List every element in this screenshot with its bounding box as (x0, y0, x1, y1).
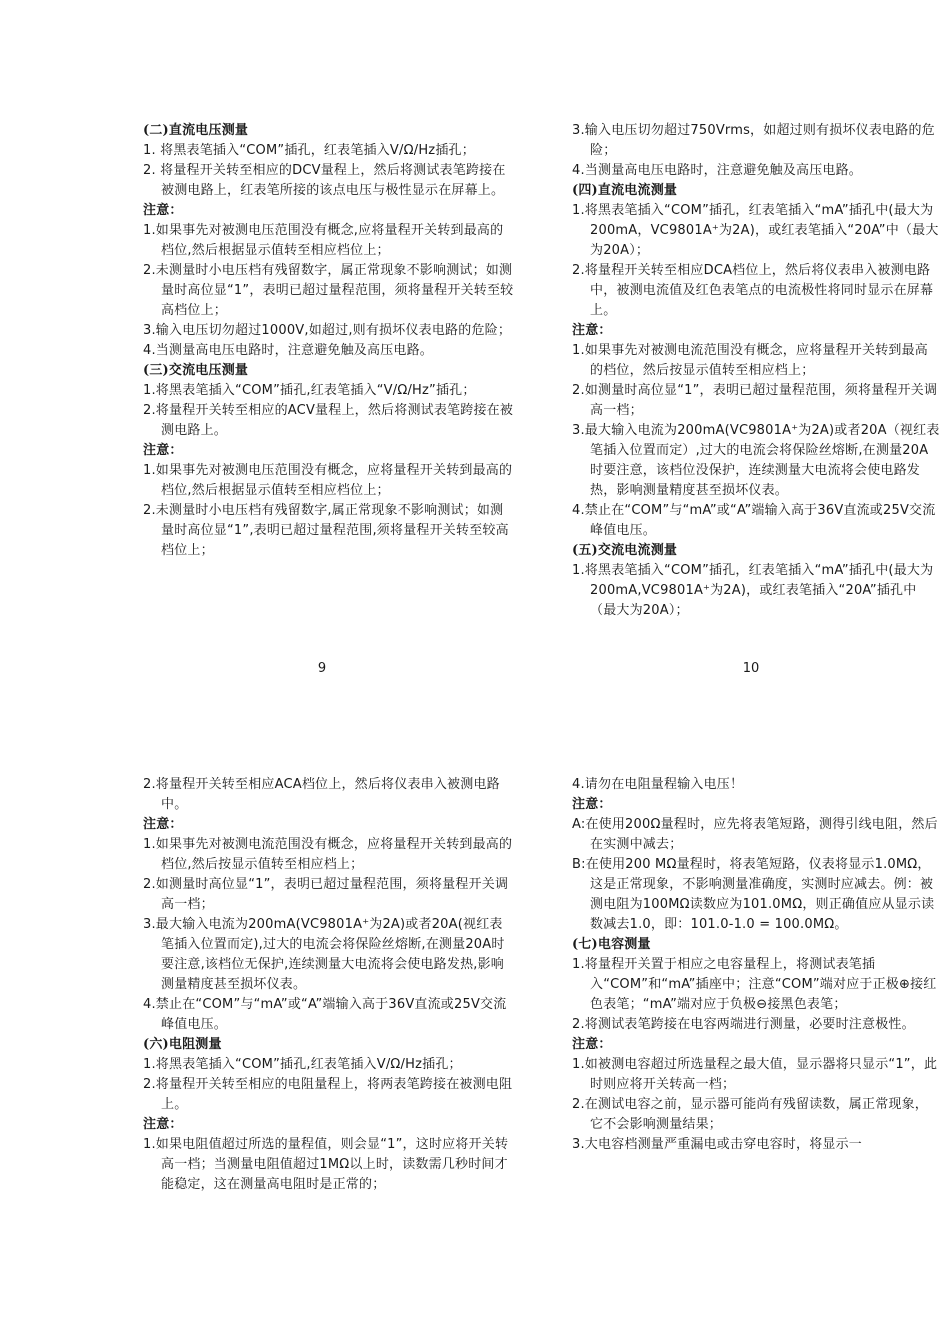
list-item: 1.如果电阻值超过所选的量程值，则会显“1”，这时应将开关转高一档；当测量电阻值超过1MΩ以上时，读数需几秒时间才能稳定，这在测量高电阻时是正常的； (143, 1137, 509, 1192)
manual-page-9 (143, 121, 515, 561)
note-heading: 注意： (572, 1037, 612, 1052)
list-item: 2.如测量时高位显“1”，表明已超过量程范围，须将量程开关调高一档； (572, 383, 938, 418)
note-heading: 注意： (143, 203, 183, 218)
note-heading: 注意： (572, 797, 612, 812)
list-item: 1.将黑表笔插入“COM”插孔，红表笔插入“mA”插孔中(最大为200mA，VC9801A⁺为2A)，或红表笔插入“20A”中（最大为20A）； (572, 203, 939, 258)
list-item: 3.输入电压切勿超过1000V,如超过,则有损坏仪表电路的危险； (143, 323, 512, 338)
note-heading: 注意： (143, 817, 183, 832)
page-number: 10 (742, 661, 760, 676)
list-item: 2.未测量时小电压档有残留数字,属正常现象不影响测试；如测量时高位显“1”,表明已超过量程范围,须将量程开关转至较高档位上； (143, 503, 509, 558)
list-item: 2.将量程开关转至相应的ACV量程上，然后将测试表笔跨接在被测电路上。 (143, 403, 514, 438)
list-item: 4.请勿在电阻量程输入电压！ (572, 777, 744, 792)
section-heading: (六)电阻测量 (143, 1037, 222, 1052)
list-item: 4.当测量高电压电路时，注意避免触及高压电路。 (143, 343, 434, 358)
section-heading: (二)直流电压测量 (143, 123, 249, 138)
list-item: 1.将量程开关置于相应之电容量程上，将测试表笔插入“COM”和“mA”插座中；注意“COM”端对应于正极⊕接红色表笔；“mA”端对应于负极⊖接黑色表笔； (572, 957, 937, 1012)
list-item: 1.如被测电容超过所选量程之最大值，显示器将只显示“1”，此时则应将开关转高一档； (572, 1057, 938, 1092)
page-number: 9 (317, 661, 327, 676)
list-item: 3.最大输入电流为200mA(VC9801A⁺为2A)或者20A（视红表笔插入位置而定）,过大的电流会将保险丝熔断,在测量20A时要注意，该档位没保护，连续测量大电流将会使电路发热，影响测量精度甚至损坏仪表。 (572, 423, 940, 498)
list-item: B:在使用200 MΩ量程时，将表笔短路，仪表将显示1.0MΩ，这是正常现象，不影响测量准确度，实测时应减去。例：被测电阻为100MΩ读数应为101.0MΩ，则正确值应从显示读数减去1.0，即：101.0-1.0 = 100.0MΩ。 (572, 857, 935, 932)
list-item: 1.将黑表笔插入“COM”插孔,红表笔插入“V/Ω/Hz”插孔； (143, 383, 476, 398)
list-item: 4.禁止在“COM”与“mA”或“A”端输入高于36V直流或25V交流峰值电压。 (572, 503, 936, 538)
list-item: A:在使用200Ω量程时，应先将表笔短路，测得引线电阻，然后在实测中减去； (572, 817, 938, 852)
list-item: 3.输入电压切勿超过750Vrms，如超过则有损坏仪表电路的危险； (572, 123, 935, 158)
section-heading: (五)交流电流测量 (572, 543, 678, 558)
note-heading: 注意： (143, 1117, 183, 1132)
manual-page-11 (143, 775, 515, 1195)
list-item: 2.如测量时高位显“1”，表明已超过量程范围，须将量程开关调高一档； (143, 877, 509, 912)
manual-page-12 (572, 775, 940, 1155)
list-item: 1.如果事先对被测电流范围没有概念，应将量程开关转到最高的档位,然后按显示值转至相应档上； (143, 837, 513, 872)
list-item: 1.将黑表笔插入“COM”插孔，红表笔插入“mA”插孔中(最大为200mA,VC9801A⁺为2A)，或红表笔插入“20A”插孔中（最大为20A）； (572, 563, 934, 618)
section-heading: (七)电容测量 (572, 937, 651, 952)
list-item: 1. 将黑表笔插入“COM”插孔，红表笔插入V/Ω/Hz插孔； (143, 143, 475, 158)
manual-page-10 (572, 121, 940, 621)
section-heading: (三)交流电压测量 (143, 363, 249, 378)
list-item: 1.将黑表笔插入“COM”插孔,红表笔插入V/Ω/Hz插孔； (143, 1057, 462, 1072)
list-item: 2. 将量程开关转至相应的DCV量程上，然后将测试表笔跨接在被测电路上，红表笔所接的该点电压与极性显示在屏幕上。 (143, 163, 506, 198)
note-heading: 注意： (143, 443, 183, 458)
list-item: 1.如果事先对被测电流范围没有概念，应将量程开关转到最高的档位，然后按显示值转至相应档上； (572, 343, 929, 378)
note-heading: 注意： (572, 323, 612, 338)
list-item: 1.如果事先对被测电压范围没有概念，应将量程开关转到最高的档位,然后根据显示值转至相应档位上； (143, 463, 513, 498)
list-item: 3.大电容档测量严重漏电或击穿电容时，将显示一 (572, 1137, 863, 1152)
list-item: 2.将量程开关转至相应的电阻量程上，将两表笔跨接在被测电阻上。 (143, 1077, 513, 1112)
list-item: 3.最大输入电流为200mA(VC9801A⁺为2A)或者20A(视红表笔插入位置而定),过大的电流会将保险丝熔断,在测量20A时要注意,该档位无保护,连续测量大电流将会使电路发热,影响测量精度甚至损坏仪表。 (143, 917, 505, 992)
list-item: 2.将量程开关转至相应ACA档位上，然后将仪表串入被测电路中。 (143, 777, 500, 812)
list-item: 2.在测试电容之前，显示器可能尚有残留读数，属正常现象，它不会影响测量结果； (572, 1097, 929, 1132)
list-item: 2.未测量时小电压档有残留数字，属正常现象不影响测试；如测量时高位显“1”，表明已超过量程范围，须将量程开关转至较高档位上； (143, 263, 514, 318)
list-item: 2.将测试表笔跨接在电容两端进行测量，必要时注意极性。 (572, 1017, 915, 1032)
list-item: 4.当测量高电压电路时，注意避免触及高压电路。 (572, 163, 863, 178)
list-item: 1.如果事先对被测电压范围没有概念,应将量程开关转到最高的档位,然后根据显示值转至相应档位上； (143, 223, 504, 258)
list-item: 2.将量程开关转至相应DCA档位上，然后将仪表串入被测电路中，被测电流值及红色表笔点的电流极性将同时显示在屏幕上。 (572, 263, 934, 318)
list-item: 4.禁止在“COM”与“mA”或“A”端输入高于36V直流或25V交流峰值电压。 (143, 997, 507, 1032)
section-heading: (四)直流电流测量 (572, 183, 678, 198)
